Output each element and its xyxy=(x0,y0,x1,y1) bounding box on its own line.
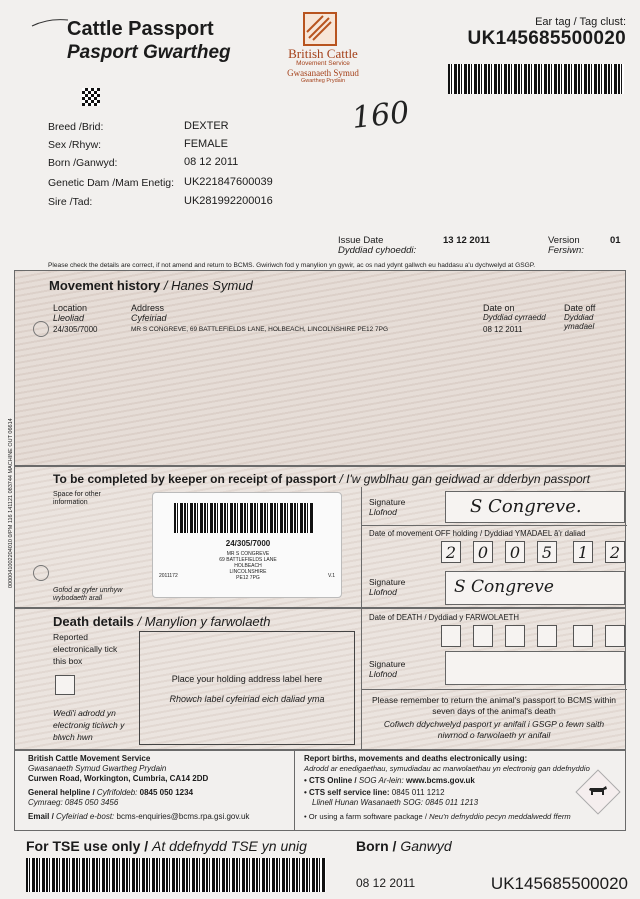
movement-row-address: MR S CONGREVE, 69 BATTLEFIELDS LANE, HOLBEACH, LINCOLNSHIRE PE12 7PG xyxy=(131,326,389,333)
logo-text-line1: British Cattle xyxy=(288,46,358,61)
sex-value: FEMALE xyxy=(184,138,229,150)
logo-text-line2: Movement Service xyxy=(296,60,350,67)
death-date-digit-box[interactable] xyxy=(441,625,461,647)
cts-online-link[interactable]: www.bcms.gov.uk xyxy=(405,776,475,785)
off-date-digit-box[interactable]: 1 xyxy=(573,541,593,563)
col-date-off-welsh: Dyddiad ymadael xyxy=(564,313,595,331)
death-signature-label-welsh: Llofnod xyxy=(369,669,397,679)
space-label: Space for other information xyxy=(53,491,101,506)
issue-date-value: 13 12 2011 xyxy=(443,235,491,246)
death-label-placeholder-welsh: Rhowch label cyfeiriad eich daliad yma xyxy=(169,694,325,704)
logo-text-line3: Gwasanaeth Symud xyxy=(287,68,359,78)
issue-date-label: Issue Date xyxy=(338,235,384,246)
death-signature-box[interactable] xyxy=(445,651,625,685)
off-date-digit-box[interactable]: 2 xyxy=(441,541,461,563)
passport-title-welsh: Pasport Gwartheg xyxy=(67,42,231,63)
death-date-digit-box[interactable] xyxy=(505,625,525,647)
signature1-handwriting: S Congreve. xyxy=(470,496,582,517)
holding-label-barcode xyxy=(174,503,314,533)
signature1-label-welsh: Llofnod xyxy=(369,507,397,517)
death-date-label: Date of DEATH / Dyddiad y FARWOLAETH xyxy=(369,613,520,622)
movement-row-location: 24/305/7000 xyxy=(53,325,98,334)
death-details-section xyxy=(14,608,626,750)
death-reminder: Please remember to return the animal's passport to BCMS within seven days of the animal's death xyxy=(372,695,616,716)
label-code: 2011172 xyxy=(159,573,178,579)
sire-value: UK281992200016 xyxy=(184,195,273,207)
punch-hole-icon xyxy=(33,321,49,337)
signature2-box[interactable] xyxy=(445,571,625,605)
breed-label: Breed /Brid: xyxy=(48,121,104,133)
signature2-handwriting: S Congreve xyxy=(454,577,554,597)
passport-title: Cattle Passport xyxy=(67,18,214,40)
death-date-digit-box[interactable] xyxy=(605,625,625,647)
death-date-digit-box[interactable] xyxy=(537,625,557,647)
sire-label: Sire /Tad: xyxy=(48,196,93,208)
breed-value: DEXTER xyxy=(184,120,229,132)
col-address-welsh: Cyfeiriad xyxy=(131,313,167,323)
col-address: Address xyxy=(131,303,165,313)
eartag-barcode xyxy=(448,64,624,94)
col-date-on-welsh: Dyddiad cyrraedd xyxy=(483,313,546,322)
check-details-notice: Please check the details are correct, if not amend and return to BCMS. Gwiriwch fod y manylion yn gywir, ac os nad ydynt gallwch eu haddasu a'u dychwelyd at GSGP. xyxy=(48,262,536,269)
tse-eartag-value: UK145685500020 xyxy=(490,874,628,893)
eartag-label: Ear tag / Tag clust: xyxy=(535,16,626,28)
movement-history-section xyxy=(14,270,626,466)
off-holding-label: Date of movement OFF holding / Dyddiad YMADAEL â'r daliad xyxy=(369,529,586,538)
reported-electronically-checkbox[interactable] xyxy=(55,675,75,695)
death-reminder-welsh: Cofiwch ddychwelyd pasport yr anifail i GSGP o fewn saith niwrnod o farwolaeth yr anifail xyxy=(383,719,605,740)
label-address: MR S CONGREVE 69 BATTLEFIELDS LANE HOLBEACH LINCOLNSHIRE PE12 7PG xyxy=(219,551,277,581)
footer-org-name-welsh: Gwasanaeth Symud Gwartheg Prydain xyxy=(28,764,167,773)
death-label-placeholder: Place your holding address label here xyxy=(171,674,323,684)
death-details-title: Death details / Manylion y farwolaeth xyxy=(53,614,271,629)
handwritten-number: 160 xyxy=(350,95,411,136)
cow-icon xyxy=(588,784,608,803)
off-date-digit-box[interactable]: 0 xyxy=(505,541,525,563)
qr-code-icon xyxy=(82,88,100,106)
logo-text-line4: Gwartheg Prydain xyxy=(300,78,346,84)
footer-farm-software: • Or using a farm software package / Neu'n defnyddio pecyn meddalwedd fferm xyxy=(304,812,571,821)
space-label-welsh: Gofod ar gyfer unrhyw wybodaeth arall xyxy=(53,587,123,602)
footer-cts-online: • CTS Online / SOG Ar-lein: www.bcms.gov.uk xyxy=(304,776,475,785)
footer-cymraeg: Cymraeg: 0845 050 3456 xyxy=(28,798,119,807)
signature1-box[interactable] xyxy=(445,491,625,523)
footer-cts-self: • CTS self service line: 0845 011 1212 xyxy=(304,788,445,797)
footer-cts-self-welsh: Llinell Hunan Wasanaeth SOG: 0845 011 1213 xyxy=(312,798,479,807)
tse-born-label: Born / Ganwyd xyxy=(356,838,452,854)
death-date-digit-box[interactable] xyxy=(473,625,493,647)
off-date-digit-box[interactable]: 2 xyxy=(605,541,625,563)
signature1-label: Signature xyxy=(369,497,406,507)
death-signature-label: Signature xyxy=(369,659,406,669)
off-date-digit-box[interactable]: 0 xyxy=(473,541,493,563)
born-label: Born /Ganwyd: xyxy=(48,157,118,169)
label-version: V.1 xyxy=(327,573,335,579)
movement-row-date-on: 08 12 2011 xyxy=(483,325,523,334)
reported-electronically-text-welsh: Wedi'i adrodd yn electronig ticiwch y blwch hwn xyxy=(53,708,125,742)
sex-label: Sex /Rhyw: xyxy=(48,139,102,151)
punch-hole-icon xyxy=(33,565,49,581)
side-code-text: 0000041002204010 0/PM 116 141121 083744 MACHINE OUT 06614 xyxy=(8,418,14,588)
born-value: 08 12 2011 xyxy=(184,156,239,168)
col-location: Location xyxy=(53,303,88,313)
footer-email-link[interactable]: bcms-enquiries@bcms.rpa.gsi.gov.uk xyxy=(116,812,250,821)
eartag-number: UK145685500020 xyxy=(467,28,626,49)
footer-report-title-welsh: Adrodd ar enedigaethau, symudiadau ac marwolaethau yn electronig gan ddefnyddio xyxy=(304,764,590,773)
pen-mark-icon xyxy=(30,16,70,30)
footer-address: Curwen Road, Workington, Cumbria, CA14 2DD xyxy=(28,774,209,783)
tse-label: For TSE use only / At ddefnydd TSE yn unig xyxy=(26,838,307,854)
death-label-area xyxy=(139,631,355,745)
signature2-label-welsh: Llofnod xyxy=(369,587,397,597)
issue-date-label-welsh: Dyddiad cyhoeddi: xyxy=(338,245,417,256)
version-label: Version xyxy=(548,235,580,246)
footer-email: Email / Cyfeiriad e-bost: bcms-enquiries@bcms.rpa.gsi.gov.uk xyxy=(28,812,250,821)
death-date-digit-box[interactable] xyxy=(573,625,593,647)
dam-value: UK221847600039 xyxy=(184,176,273,188)
footer-report-title: Report births, movements and deaths electronically using: xyxy=(304,754,528,763)
reported-electronically-text: Reported electronically tick this box xyxy=(53,632,118,666)
dam-label: Genetic Dam /Mam Enetig: xyxy=(48,177,175,189)
label-holding-number: 24/305/7000 xyxy=(225,539,271,548)
tse-born-value: 08 12 2011 xyxy=(356,876,416,890)
col-date-on: Date on xyxy=(483,303,515,313)
signature2-label: Signature xyxy=(369,577,406,587)
footer-org-name: British Cattle Movement Service xyxy=(28,754,151,763)
tse-barcode xyxy=(26,858,326,892)
version-label-welsh: Fersiwn: xyxy=(548,245,584,256)
footer-helpline: General helpline / Cyfrifoldeb: 0845 050 1234 xyxy=(28,788,194,797)
keeper-title: To be completed by keeper on receipt of passport / I'w gwblhau gan geidwad ar dderbyn passport xyxy=(53,472,590,486)
off-date-digit-box[interactable]: 5 xyxy=(537,541,557,563)
version-value: 01 xyxy=(610,235,621,246)
col-date-off: Date off xyxy=(564,303,596,313)
movement-history-title: Movement history / Hanes Symud xyxy=(49,278,253,293)
bcms-logo-icon xyxy=(303,12,337,46)
col-location-welsh: Lleoliad xyxy=(53,313,85,323)
